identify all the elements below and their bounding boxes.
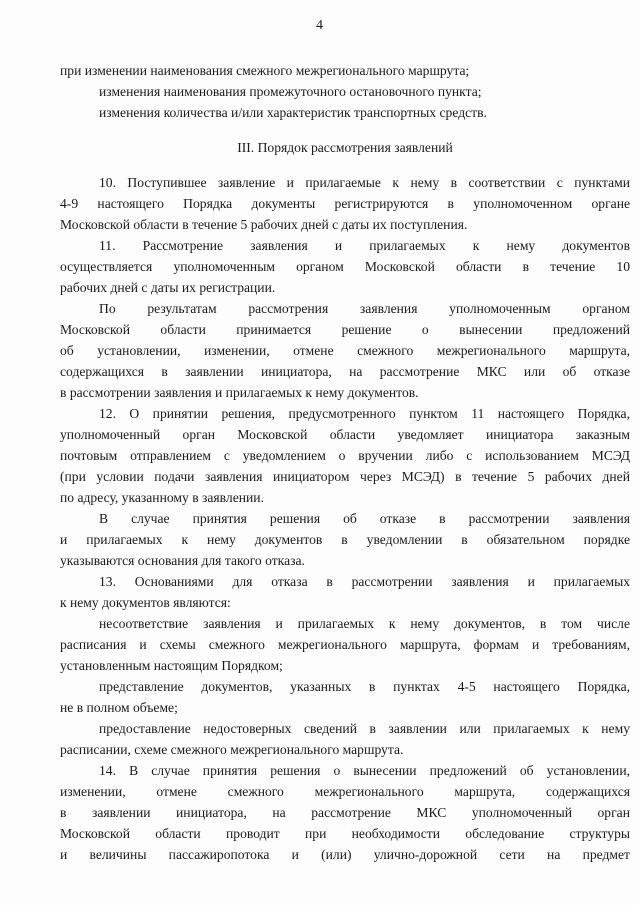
text-line: В случае принятия решения об отказе в рассмотрении заявления xyxy=(99,511,630,526)
text-line: 13. Основаниями для отказа в рассмотрении заявления и прилагаемых xyxy=(99,574,630,589)
text-line: предоставление недостоверных сведений в заявлении или прилагаемых к нему xyxy=(99,721,630,736)
text-line: указываются основания для такого отказа. xyxy=(60,553,305,568)
text-line: 14. В случае принятия решения о вынесении предложений об установлении, xyxy=(99,763,630,778)
text-line: и прилагаемых к нему документов в уведомлении в обязательном порядке xyxy=(60,532,630,547)
text-line: рабочих дней с даты их регистрации. xyxy=(60,280,276,295)
text-line: почтовым отправлением с уведомлением о вручении либо с использованием МСЭД xyxy=(60,448,630,463)
text-line: изменения наименования промежуточного остановочного пункта; xyxy=(99,84,482,99)
text-line: уполномоченный орган Московской области уведомляет инициатора заказным xyxy=(60,427,630,442)
text-line: расписания и схемы смежного межрегионального маршрута, формам и требованиям, xyxy=(60,637,630,652)
text-line: содержащихся в заявлении инициатора, на рассмотрение МКС или об отказе xyxy=(60,364,630,379)
text-line: установленным настоящим Порядком; xyxy=(60,658,283,673)
text-line: и величины пассажиропотока и (или) улично-дорожной сети на предмет xyxy=(60,847,630,862)
text-line: изменения количества и/или характеристик транспортных средств. xyxy=(99,105,487,120)
text-line: изменении, отмене смежного межрегионального маршрута, содержащихся xyxy=(60,784,630,799)
text-line: (при условии подачи заявления инициатором через МСЭД) в течение 5 рабочих дней xyxy=(60,469,630,484)
spacer xyxy=(60,123,630,137)
text-line: осуществляется уполномоченным органом Московской области в течение 10 xyxy=(60,259,630,274)
text-line: по адресу, указанному в заявлении. xyxy=(60,490,264,505)
text-line: в рассмотрении заявления и прилагаемых к нему документов. xyxy=(60,385,419,400)
text-line: По результатам рассмотрения заявления уполномоченным органом xyxy=(99,301,630,316)
spacer xyxy=(60,158,630,172)
text-line: Московской области принимается решение о вынесении предложений xyxy=(60,322,630,337)
document-body xyxy=(60,60,630,865)
text-line: 11. Рассмотрение заявления и прилагаемых к нему документов xyxy=(99,238,630,253)
text-line: в заявлении инициатора, на рассмотрение МКС уполномоченный орган xyxy=(60,805,630,820)
text-line: расписании, схеме смежного межрегионального маршрута. xyxy=(60,742,404,757)
text-line: 12. О принятии решения, предусмотренного пунктом 11 настоящего Порядка, xyxy=(99,406,630,421)
text-line: несоответствие заявления и прилагаемых к нему документов, в том числе xyxy=(99,616,630,631)
text-line: 4-9 настоящего Порядка документы регистрируются в уполномоченном органе xyxy=(60,196,630,211)
text-line: об установлении, изменении, отмене смежного межрегионального маршрута, xyxy=(60,343,630,358)
text-line: Московской области в течение 5 рабочих дней с даты их поступления. xyxy=(60,217,468,232)
text-line: представление документов, указанных в пунктах 4-5 настоящего Порядка, xyxy=(99,679,630,694)
text-line: Московской области проводит при необходимости обследование структуры xyxy=(60,826,630,841)
text-line: при изменении наименования смежного межрегионального маршрута; xyxy=(60,63,470,78)
text-line: 10. Поступившее заявление и прилагаемые к нему в соответствии с пунктами xyxy=(99,175,630,190)
section-heading: III. Порядок рассмотрения заявлений xyxy=(237,140,453,155)
page-number: 4 xyxy=(316,18,323,33)
text-line: к нему документов являются: xyxy=(60,595,231,610)
text-line: не в полном объеме; xyxy=(60,700,178,715)
